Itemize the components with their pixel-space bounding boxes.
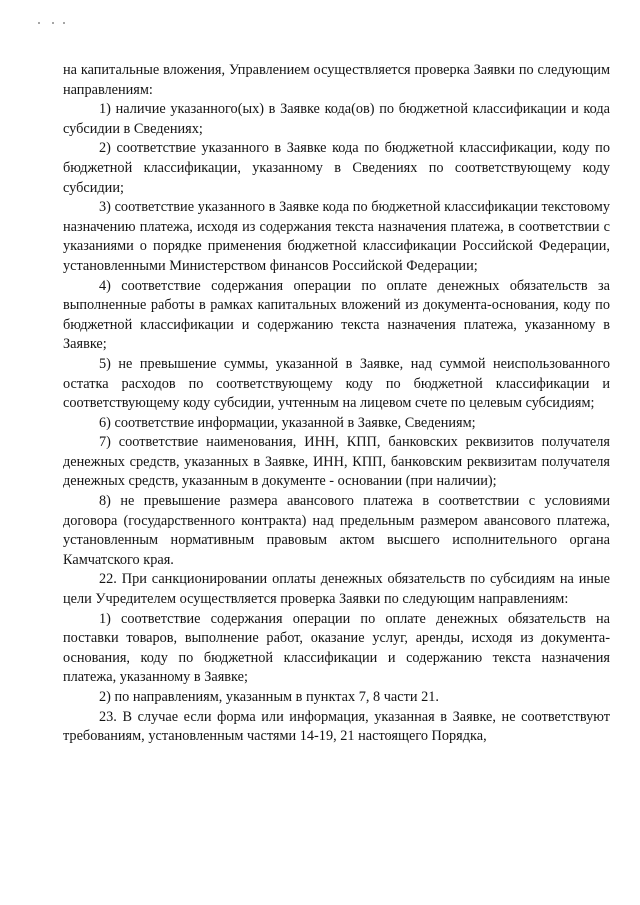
paragraph-continuation: на капитальные вложения, Управлением осуществляется проверка Заявки по следующим направлениям: — [63, 62, 610, 98]
scan-speck — [38, 22, 40, 24]
paragraph-item-7: 7) соответствие наименования, ИНН, КПП, банковских реквизитов получателя денежных средств, указанных в Заявке, ИНН, КПП, банковским реквизитам получателя денежных средств, указанным в документе - основании (при наличии); — [63, 434, 610, 490]
scan-specks — [38, 22, 78, 28]
document-body — [63, 61, 610, 747]
paragraph-section-22: 22. При санкционировании оплаты денежных обязательств по субсидиям на иные цели Учредителем осуществляется проверка Заявки по следующим направлениям: — [63, 571, 610, 608]
paragraph-item-6: 6) соответствие информации, указанной в Заявке, Сведениям; — [99, 414, 476, 431]
paragraph-section-22-item-1: 1) соответствие содержания операции по оплате денежных обязательств на поставки товаров, выполнение работ, оказание услуг, аренды, исходя из документа-основания, коду по бюджетной классификации и содержанию текста назначения платежа, указанному в Заявке; — [63, 610, 610, 686]
paragraph-item-3: 3) соответствие указанного в Заявке кода по бюджетной классификации текстовому назначению платежа, исходя из содержания текста назначения платежа, в соответствии с указаниями о порядке применения бюджетной классификации Российской Федерации, установленными Министерством финансов Российской Федерации; — [63, 199, 610, 274]
scan-speck — [52, 22, 54, 24]
paragraph-item-8: 8) не превышение размера авансового платежа в соответствии с условиями договора (государственного контракта) над предельным размером авансового платежа, установленным нормативным правовым актом высшего исполнительного органа Камчатского края. — [63, 493, 610, 568]
paragraph-item-5: 5) не превышение суммы, указанной в Заявке, над суммой неиспользованного остатка расходов по соответствующему коду по бюджетной классификации и соответствующему коду субсидии, учтенным на лицевом счете по целевым субсидиям; — [63, 355, 610, 412]
paragraph-item-4: 4) соответствие содержания операции по оплате денежных обязательств за выполненные работы в рамках капитальных вложений из документа-основания, коду по бюджетной классификации и содержанию текста назначения платежа, указанному в Заявке; — [63, 277, 610, 353]
paragraph-item-1: 1) наличие указанного(ых) в Заявке кода(ов) по бюджетной классификации и кода субсидии в Сведениях; — [63, 101, 610, 137]
scan-speck — [63, 22, 65, 24]
paragraph-section-22-item-2: 2) по направлениям, указанным в пунктах 7, 8 части 21. — [99, 689, 439, 705]
paragraph-section-23: 23. В случае если форма или информация, указанная в Заявке, не соответствуют требованиям, установленным частями 14-19, 21 настоящего Порядка, — [63, 708, 610, 745]
paragraph-item-2: 2) соответствие указанного в Заявке кода по бюджетной классификации, коду по бюджетной классификации, указанному в Сведениях по соответствующему коду субсидии; — [63, 140, 610, 196]
